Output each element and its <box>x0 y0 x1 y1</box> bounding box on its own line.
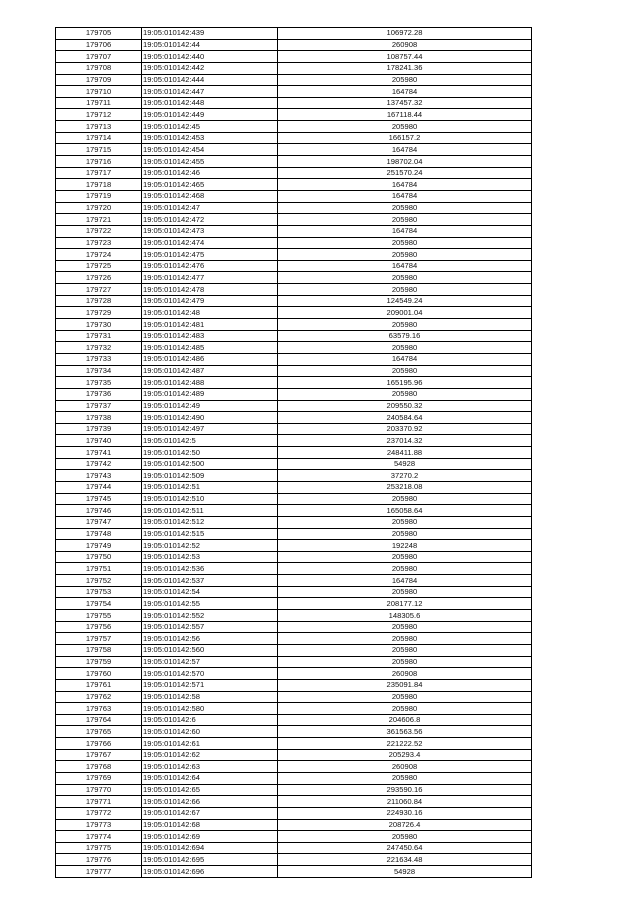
value-cell: 205980 <box>278 563 532 575</box>
row-number-cell: 179761 <box>56 679 142 691</box>
row-number-cell: 179746 <box>56 505 142 517</box>
row-number-cell: 179709 <box>56 74 142 86</box>
cadastral-number-cell: 19:05:010142:552 <box>142 610 278 622</box>
row-number-cell: 179705 <box>56 28 142 40</box>
row-number-cell: 179741 <box>56 447 142 459</box>
table-row <box>56 284 532 296</box>
row-number-cell: 179707 <box>56 51 142 63</box>
table-row <box>56 773 532 785</box>
value-cell: 221634.48 <box>278 854 532 866</box>
data-sheet <box>55 27 531 878</box>
table-row <box>56 295 532 307</box>
cadastral-number-cell: 19:05:010142:58 <box>142 691 278 703</box>
cadastral-number-cell: 19:05:010142:65 <box>142 784 278 796</box>
table-row <box>56 679 532 691</box>
value-cell: 205980 <box>278 656 532 668</box>
cadastral-number-cell: 19:05:010142:477 <box>142 272 278 284</box>
value-cell: 260908 <box>278 668 532 680</box>
row-number-cell: 179768 <box>56 761 142 773</box>
value-cell: 247450.64 <box>278 842 532 854</box>
row-number-cell: 179762 <box>56 691 142 703</box>
cadastral-number-cell: 19:05:010142:47 <box>142 202 278 214</box>
cadastral-number-cell: 19:05:010142:51 <box>142 481 278 493</box>
value-cell: 253218.08 <box>278 481 532 493</box>
table-row <box>56 202 532 214</box>
value-cell: 260908 <box>278 761 532 773</box>
row-number-cell: 179745 <box>56 493 142 505</box>
cadastral-number-cell: 19:05:010142:449 <box>142 109 278 121</box>
row-number-cell: 179748 <box>56 528 142 540</box>
value-cell: 164784 <box>278 225 532 237</box>
row-number-cell: 179771 <box>56 796 142 808</box>
cadastral-number-cell: 19:05:010142:476 <box>142 260 278 272</box>
value-cell: 208726.4 <box>278 819 532 831</box>
value-cell: 205980 <box>278 516 532 528</box>
row-number-cell: 179710 <box>56 86 142 98</box>
row-number-cell: 179772 <box>56 807 142 819</box>
row-number-cell: 179774 <box>56 831 142 843</box>
cadastral-number-cell: 19:05:010142:485 <box>142 342 278 354</box>
table-row <box>56 435 532 447</box>
cadastral-number-cell: 19:05:010142:490 <box>142 412 278 424</box>
table-row <box>56 726 532 738</box>
cadastral-number-cell: 19:05:010142:50 <box>142 447 278 459</box>
value-cell: 221222.52 <box>278 738 532 750</box>
cadastral-number-cell: 19:05:010142:52 <box>142 540 278 552</box>
value-cell: 205980 <box>278 691 532 703</box>
row-number-cell: 179739 <box>56 423 142 435</box>
value-cell: 260908 <box>278 39 532 51</box>
row-number-cell: 179760 <box>56 668 142 680</box>
row-number-cell: 179758 <box>56 644 142 656</box>
value-cell: 37270.2 <box>278 470 532 482</box>
value-cell: 165058.64 <box>278 505 532 517</box>
cadastral-number-cell: 19:05:010142:510 <box>142 493 278 505</box>
value-cell: 240584.64 <box>278 412 532 424</box>
cadastral-number-cell: 19:05:010142:509 <box>142 470 278 482</box>
value-cell: 205980 <box>278 249 532 261</box>
table-row <box>56 470 532 482</box>
row-number-cell: 179712 <box>56 109 142 121</box>
value-cell: 205980 <box>278 365 532 377</box>
value-cell: 205980 <box>278 831 532 843</box>
table-row <box>56 621 532 633</box>
cadastral-number-cell: 19:05:010142:475 <box>142 249 278 261</box>
value-cell: 237014.32 <box>278 435 532 447</box>
cadastral-number-cell: 19:05:010142:444 <box>142 74 278 86</box>
value-cell: 203370.92 <box>278 423 532 435</box>
row-number-cell: 179764 <box>56 714 142 726</box>
table-row <box>56 190 532 202</box>
value-cell: 211060.84 <box>278 796 532 808</box>
row-number-cell: 179777 <box>56 866 142 878</box>
cadastral-number-cell: 19:05:010142:512 <box>142 516 278 528</box>
cadastral-number-cell: 19:05:010142:500 <box>142 458 278 470</box>
value-cell: 54928 <box>278 458 532 470</box>
value-cell: 178241.36 <box>278 62 532 74</box>
table-row <box>56 260 532 272</box>
row-number-cell: 179776 <box>56 854 142 866</box>
value-cell: 205980 <box>278 388 532 400</box>
table-body <box>56 28 532 878</box>
table-row <box>56 74 532 86</box>
row-number-cell: 179729 <box>56 307 142 319</box>
row-number-cell: 179732 <box>56 342 142 354</box>
value-cell: 205980 <box>278 586 532 598</box>
row-number-cell: 179731 <box>56 330 142 342</box>
cadastral-number-cell: 19:05:010142:560 <box>142 644 278 656</box>
cadastral-number-cell: 19:05:010142:60 <box>142 726 278 738</box>
value-cell: 205980 <box>278 319 532 331</box>
cadastral-number-cell: 19:05:010142:64 <box>142 773 278 785</box>
cadastral-number-cell: 19:05:010142:511 <box>142 505 278 517</box>
table-row <box>56 225 532 237</box>
row-number-cell: 179708 <box>56 62 142 74</box>
row-number-cell: 179755 <box>56 610 142 622</box>
table-row <box>56 866 532 878</box>
cadastral-number-cell: 19:05:010142:61 <box>142 738 278 750</box>
row-number-cell: 179753 <box>56 586 142 598</box>
row-number-cell: 179767 <box>56 749 142 761</box>
cadastral-number-cell: 19:05:010142:695 <box>142 854 278 866</box>
row-number-cell: 179773 <box>56 819 142 831</box>
row-number-cell: 179751 <box>56 563 142 575</box>
cadastral-number-cell: 19:05:010142:54 <box>142 586 278 598</box>
row-number-cell: 179719 <box>56 190 142 202</box>
table-row <box>56 97 532 109</box>
value-cell: 205980 <box>278 284 532 296</box>
table-row <box>56 109 532 121</box>
value-cell: 205980 <box>278 342 532 354</box>
cadastral-number-cell: 19:05:010142:56 <box>142 633 278 645</box>
table-row <box>56 749 532 761</box>
row-number-cell: 179727 <box>56 284 142 296</box>
table-row <box>56 388 532 400</box>
cadastral-number-cell: 19:05:010142:483 <box>142 330 278 342</box>
table-row <box>56 62 532 74</box>
row-number-cell: 179715 <box>56 144 142 156</box>
table-row <box>56 644 532 656</box>
row-number-cell: 179718 <box>56 179 142 191</box>
row-number-cell: 179770 <box>56 784 142 796</box>
row-number-cell: 179714 <box>56 132 142 144</box>
table-row <box>56 353 532 365</box>
cadastral-number-cell: 19:05:010142:49 <box>142 400 278 412</box>
table-row <box>56 703 532 715</box>
cadastral-number-cell: 19:05:010142:62 <box>142 749 278 761</box>
row-number-cell: 179736 <box>56 388 142 400</box>
row-number-cell: 179730 <box>56 319 142 331</box>
cadastral-number-cell: 19:05:010142:570 <box>142 668 278 680</box>
table-row <box>56 528 532 540</box>
data-table <box>55 27 532 878</box>
value-cell: 209550.32 <box>278 400 532 412</box>
row-number-cell: 179717 <box>56 167 142 179</box>
row-number-cell: 179769 <box>56 773 142 785</box>
table-row <box>56 516 532 528</box>
cadastral-number-cell: 19:05:010142:515 <box>142 528 278 540</box>
table-row <box>56 796 532 808</box>
row-number-cell: 179720 <box>56 202 142 214</box>
table-row <box>56 598 532 610</box>
table-row <box>56 447 532 459</box>
table-row <box>56 714 532 726</box>
row-number-cell: 179744 <box>56 481 142 493</box>
value-cell: 208177.12 <box>278 598 532 610</box>
value-cell: 198702.04 <box>278 156 532 168</box>
cadastral-number-cell: 19:05:010142:44 <box>142 39 278 51</box>
row-number-cell: 179722 <box>56 225 142 237</box>
value-cell: 164784 <box>278 179 532 191</box>
value-cell: 167118.44 <box>278 109 532 121</box>
table-row <box>56 691 532 703</box>
row-number-cell: 179728 <box>56 295 142 307</box>
table-row <box>56 668 532 680</box>
value-cell: 192248 <box>278 540 532 552</box>
cadastral-number-cell: 19:05:010142:537 <box>142 575 278 587</box>
value-cell: 137457.32 <box>278 97 532 109</box>
value-cell: 164784 <box>278 353 532 365</box>
row-number-cell: 179754 <box>56 598 142 610</box>
cadastral-number-cell: 19:05:010142:468 <box>142 190 278 202</box>
row-number-cell: 179733 <box>56 353 142 365</box>
cadastral-number-cell: 19:05:010142:442 <box>142 62 278 74</box>
value-cell: 205980 <box>278 703 532 715</box>
value-cell: 164784 <box>278 144 532 156</box>
row-number-cell: 179742 <box>56 458 142 470</box>
cadastral-number-cell: 19:05:010142:571 <box>142 679 278 691</box>
row-number-cell: 179766 <box>56 738 142 750</box>
row-number-cell: 179763 <box>56 703 142 715</box>
value-cell: 63579.16 <box>278 330 532 342</box>
table-row <box>56 423 532 435</box>
value-cell: 164784 <box>278 575 532 587</box>
row-number-cell: 179713 <box>56 121 142 133</box>
row-number-cell: 179738 <box>56 412 142 424</box>
value-cell: 205980 <box>278 551 532 563</box>
cadastral-number-cell: 19:05:010142:439 <box>142 28 278 40</box>
value-cell: 205980 <box>278 272 532 284</box>
value-cell: 205980 <box>278 528 532 540</box>
cadastral-number-cell: 19:05:010142:472 <box>142 214 278 226</box>
value-cell: 54928 <box>278 866 532 878</box>
table-row <box>56 319 532 331</box>
cadastral-number-cell: 19:05:010142:55 <box>142 598 278 610</box>
cadastral-number-cell: 19:05:010142:580 <box>142 703 278 715</box>
table-row <box>56 39 532 51</box>
value-cell: 205980 <box>278 202 532 214</box>
table-row <box>56 132 532 144</box>
value-cell: 164784 <box>278 86 532 98</box>
table-row <box>56 540 532 552</box>
table-row <box>56 365 532 377</box>
row-number-cell: 179726 <box>56 272 142 284</box>
table-row <box>56 493 532 505</box>
table-row <box>56 586 532 598</box>
cadastral-number-cell: 19:05:010142:481 <box>142 319 278 331</box>
cadastral-number-cell: 19:05:010142:465 <box>142 179 278 191</box>
cadastral-number-cell: 19:05:010142:53 <box>142 551 278 563</box>
table-row <box>56 307 532 319</box>
table-row <box>56 784 532 796</box>
cadastral-number-cell: 19:05:010142:536 <box>142 563 278 575</box>
value-cell: 209001.04 <box>278 307 532 319</box>
cadastral-number-cell: 19:05:010142:473 <box>142 225 278 237</box>
table-row <box>56 167 532 179</box>
value-cell: 205293.4 <box>278 749 532 761</box>
value-cell: 205980 <box>278 214 532 226</box>
table-row <box>56 854 532 866</box>
row-number-cell: 179747 <box>56 516 142 528</box>
cadastral-number-cell: 19:05:010142:455 <box>142 156 278 168</box>
table-row <box>56 214 532 226</box>
row-number-cell: 179775 <box>56 842 142 854</box>
row-number-cell: 179723 <box>56 237 142 249</box>
value-cell: 235091.84 <box>278 679 532 691</box>
value-cell: 224930.16 <box>278 807 532 819</box>
cadastral-number-cell: 19:05:010142:45 <box>142 121 278 133</box>
value-cell: 166157.2 <box>278 132 532 144</box>
row-number-cell: 179757 <box>56 633 142 645</box>
row-number-cell: 179749 <box>56 540 142 552</box>
value-cell: 148305.6 <box>278 610 532 622</box>
value-cell: 164784 <box>278 190 532 202</box>
cadastral-number-cell: 19:05:010142:68 <box>142 819 278 831</box>
table-row <box>56 272 532 284</box>
cadastral-number-cell: 19:05:010142:696 <box>142 866 278 878</box>
value-cell: 293590.16 <box>278 784 532 796</box>
value-cell: 165195.96 <box>278 377 532 389</box>
value-cell: 205980 <box>278 621 532 633</box>
table-row <box>56 412 532 424</box>
value-cell: 204606.8 <box>278 714 532 726</box>
table-row <box>56 179 532 191</box>
table-row <box>56 738 532 750</box>
row-number-cell: 179756 <box>56 621 142 633</box>
cadastral-number-cell: 19:05:010142:440 <box>142 51 278 63</box>
value-cell: 248411.88 <box>278 447 532 459</box>
table-row <box>56 563 532 575</box>
row-number-cell: 179716 <box>56 156 142 168</box>
cadastral-number-cell: 19:05:010142:5 <box>142 435 278 447</box>
row-number-cell: 179724 <box>56 249 142 261</box>
table-row <box>56 51 532 63</box>
row-number-cell: 179725 <box>56 260 142 272</box>
row-number-cell: 179734 <box>56 365 142 377</box>
cadastral-number-cell: 19:05:010142:66 <box>142 796 278 808</box>
table-row <box>56 400 532 412</box>
row-number-cell: 179711 <box>56 97 142 109</box>
table-row <box>56 156 532 168</box>
value-cell: 108757.44 <box>278 51 532 63</box>
cadastral-number-cell: 19:05:010142:48 <box>142 307 278 319</box>
table-row <box>56 807 532 819</box>
value-cell: 205980 <box>278 237 532 249</box>
cadastral-number-cell: 19:05:010142:487 <box>142 365 278 377</box>
value-cell: 205980 <box>278 493 532 505</box>
table-row <box>56 249 532 261</box>
table-row <box>56 831 532 843</box>
value-cell: 106972.28 <box>278 28 532 40</box>
value-cell: 205980 <box>278 644 532 656</box>
cadastral-number-cell: 19:05:010142:489 <box>142 388 278 400</box>
cadastral-number-cell: 19:05:010142:694 <box>142 842 278 854</box>
table-row <box>56 481 532 493</box>
cadastral-number-cell: 19:05:010142:6 <box>142 714 278 726</box>
table-row <box>56 121 532 133</box>
value-cell: 205980 <box>278 633 532 645</box>
row-number-cell: 179759 <box>56 656 142 668</box>
cadastral-number-cell: 19:05:010142:453 <box>142 132 278 144</box>
cadastral-number-cell: 19:05:010142:447 <box>142 86 278 98</box>
value-cell: 205980 <box>278 773 532 785</box>
cadastral-number-cell: 19:05:010142:479 <box>142 295 278 307</box>
cadastral-number-cell: 19:05:010142:63 <box>142 761 278 773</box>
row-number-cell: 179752 <box>56 575 142 587</box>
table-row <box>56 551 532 563</box>
value-cell: 164784 <box>278 260 532 272</box>
row-number-cell: 179737 <box>56 400 142 412</box>
value-cell: 251570.24 <box>278 167 532 179</box>
cadastral-number-cell: 19:05:010142:474 <box>142 237 278 249</box>
row-number-cell: 179706 <box>56 39 142 51</box>
table-row <box>56 819 532 831</box>
table-row <box>56 610 532 622</box>
table-row <box>56 144 532 156</box>
cadastral-number-cell: 19:05:010142:454 <box>142 144 278 156</box>
cadastral-number-cell: 19:05:010142:557 <box>142 621 278 633</box>
row-number-cell: 179721 <box>56 214 142 226</box>
table-row <box>56 237 532 249</box>
table-row <box>56 377 532 389</box>
cadastral-number-cell: 19:05:010142:488 <box>142 377 278 389</box>
value-cell: 124549.24 <box>278 295 532 307</box>
table-row <box>56 656 532 668</box>
row-number-cell: 179735 <box>56 377 142 389</box>
value-cell: 205980 <box>278 121 532 133</box>
table-row <box>56 761 532 773</box>
row-number-cell: 179750 <box>56 551 142 563</box>
cadastral-number-cell: 19:05:010142:486 <box>142 353 278 365</box>
value-cell: 205980 <box>278 74 532 86</box>
cadastral-number-cell: 19:05:010142:57 <box>142 656 278 668</box>
cadastral-number-cell: 19:05:010142:497 <box>142 423 278 435</box>
cadastral-number-cell: 19:05:010142:46 <box>142 167 278 179</box>
table-row <box>56 842 532 854</box>
row-number-cell: 179743 <box>56 470 142 482</box>
cadastral-number-cell: 19:05:010142:67 <box>142 807 278 819</box>
table-row <box>56 633 532 645</box>
table-row <box>56 86 532 98</box>
cadastral-number-cell: 19:05:010142:478 <box>142 284 278 296</box>
table-row <box>56 458 532 470</box>
table-row <box>56 342 532 354</box>
row-number-cell: 179740 <box>56 435 142 447</box>
row-number-cell: 179765 <box>56 726 142 738</box>
table-row <box>56 28 532 40</box>
table-row <box>56 505 532 517</box>
table-row <box>56 330 532 342</box>
table-row <box>56 575 532 587</box>
cadastral-number-cell: 19:05:010142:448 <box>142 97 278 109</box>
value-cell: 361563.56 <box>278 726 532 738</box>
cadastral-number-cell: 19:05:010142:69 <box>142 831 278 843</box>
